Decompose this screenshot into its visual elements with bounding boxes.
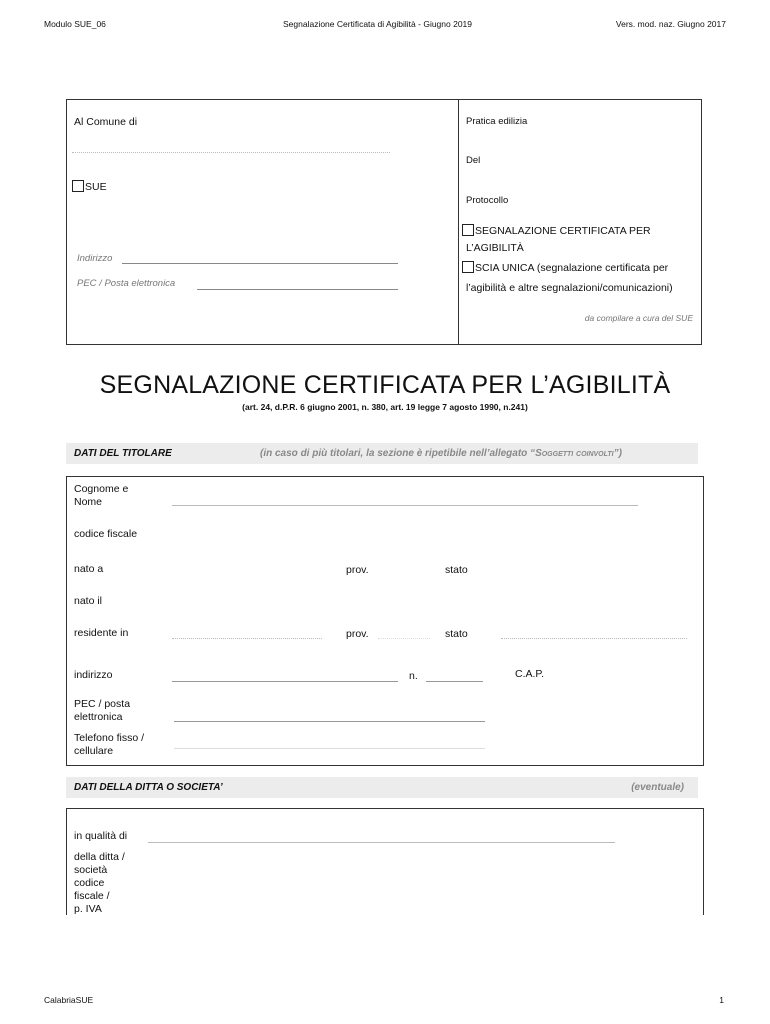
option-scia-unica[interactable] bbox=[462, 261, 668, 274]
header-title: Segnalazione Certificata di Agibilità - Giugno 2019 bbox=[283, 19, 473, 29]
titolare-note-sc: Soggetti coinvolti bbox=[535, 448, 614, 459]
sue-label: SUE bbox=[85, 181, 107, 193]
del-label: Del bbox=[466, 155, 481, 166]
option-scia-label-1: SCIA UNICA (segnalazione certificata per bbox=[475, 262, 669, 274]
ditta-box bbox=[66, 808, 704, 915]
pratica-label: Pratica edilizia bbox=[466, 116, 528, 127]
pec-titolare-label-2: elettronica bbox=[74, 711, 123, 723]
titolare-note-suffix: ”) bbox=[613, 448, 622, 459]
header-version: Vers. mod. naz. Giugno 2017 bbox=[615, 19, 726, 29]
sue-checkbox[interactable] bbox=[72, 180, 84, 192]
telefono-label bbox=[74, 732, 144, 758]
protocollo-label: Protocollo bbox=[466, 195, 509, 206]
ditta-note: (eventuale) bbox=[631, 782, 684, 793]
qualita-field[interactable] bbox=[148, 842, 615, 843]
telefono-label-1: Telefono fisso / bbox=[74, 732, 145, 744]
footer-brand: CalabriaSUE bbox=[44, 995, 94, 1005]
cap-label: C.A.P. bbox=[515, 668, 544, 680]
ditta-label bbox=[74, 851, 125, 916]
pec-titolare-label bbox=[74, 698, 130, 724]
cognome-label-1: Cognome e bbox=[74, 483, 129, 495]
indirizzo-titolare-label: indirizzo bbox=[74, 669, 113, 681]
page-number: 1 bbox=[719, 995, 724, 1005]
res-prov-field[interactable] bbox=[378, 638, 430, 639]
titolare-note bbox=[260, 448, 622, 459]
residente-in-field[interactable] bbox=[172, 638, 322, 639]
comune-field[interactable] bbox=[72, 152, 390, 153]
cognome-label bbox=[74, 483, 128, 509]
sue-checkbox-row[interactable] bbox=[72, 180, 107, 193]
option-scia-checkbox[interactable] bbox=[462, 261, 474, 273]
codice-fiscale-label: codice fiscale bbox=[74, 528, 138, 540]
pec-titolare-label-1: PEC / posta bbox=[74, 698, 131, 710]
box-divider bbox=[458, 100, 459, 344]
titolare-title: DATI DEL TITOLARE bbox=[74, 448, 172, 459]
nato-prov-label: prov. bbox=[346, 564, 369, 576]
nato-a-label: nato a bbox=[74, 563, 104, 575]
res-stato-label: stato bbox=[445, 628, 468, 640]
sue-note: da compilare a cura del SUE bbox=[584, 313, 693, 323]
ditta-section-header bbox=[66, 777, 698, 798]
pec-field[interactable] bbox=[197, 289, 398, 290]
qualita-label: in qualità di bbox=[74, 830, 128, 842]
ditta-label-2: società bbox=[74, 864, 108, 876]
comune-label: Al Comune di bbox=[74, 116, 138, 128]
nato-il-label: nato il bbox=[74, 595, 103, 607]
option-agibilita-label-2: L’AGIBILITÀ bbox=[466, 242, 524, 254]
nato-stato-label: stato bbox=[445, 564, 468, 576]
option-agibilita[interactable] bbox=[462, 224, 651, 237]
page-title: SEGNALAZIONE CERTIFICATA PER L’AGIBILITÀ bbox=[99, 371, 671, 399]
ditta-title: DATI DELLA DITTA O SOCIETA’ bbox=[74, 782, 223, 793]
cf-label-2: fiscale / bbox=[74, 890, 110, 902]
titolare-section-header bbox=[66, 443, 698, 464]
titolare-note-prefix: (in caso di più titolari, la sezione è ripetibile nell’allegato “ bbox=[260, 448, 536, 459]
cf-label-1: codice bbox=[74, 877, 105, 889]
option-agibilita-label-1: SEGNALAZIONE CERTIFICATA PER bbox=[475, 225, 651, 237]
pec-label: PEC / Posta elettronica bbox=[77, 278, 176, 289]
ditta-label-1: della ditta / bbox=[74, 851, 125, 863]
cognome-label-2: Nome bbox=[74, 496, 103, 508]
telefono-field[interactable] bbox=[174, 748, 485, 749]
cognome-field[interactable] bbox=[172, 505, 638, 506]
titolare-box bbox=[66, 476, 704, 766]
page-subtitle: (art. 24, d.P.R. 6 giugno 2001, n. 380, art. 19 legge 7 agosto 1990, n.241) bbox=[242, 402, 528, 412]
indirizzo-field[interactable] bbox=[122, 263, 398, 264]
telefono-label-2: cellulare bbox=[74, 745, 114, 757]
addressee-box bbox=[66, 99, 702, 345]
residente-in-label: residente in bbox=[74, 627, 129, 639]
option-agibilita-checkbox[interactable] bbox=[462, 224, 474, 236]
codice-fiscale-field[interactable] bbox=[172, 540, 638, 541]
indirizzo-titolare-field[interactable] bbox=[172, 681, 398, 682]
header-module-code: Modulo SUE_06 bbox=[44, 19, 106, 29]
pec-titolare-field[interactable] bbox=[174, 721, 485, 722]
option-scia-label-2: l’agibilità e altre segnalazioni/comunicazioni) bbox=[466, 282, 673, 294]
res-prov-label: prov. bbox=[346, 628, 369, 640]
indirizzo-label: Indirizzo bbox=[77, 253, 113, 264]
res-stato-field[interactable] bbox=[501, 638, 687, 639]
civico-label: n. bbox=[409, 670, 418, 682]
civico-field[interactable] bbox=[426, 681, 483, 682]
cf-label-3: p. IVA bbox=[74, 903, 102, 915]
